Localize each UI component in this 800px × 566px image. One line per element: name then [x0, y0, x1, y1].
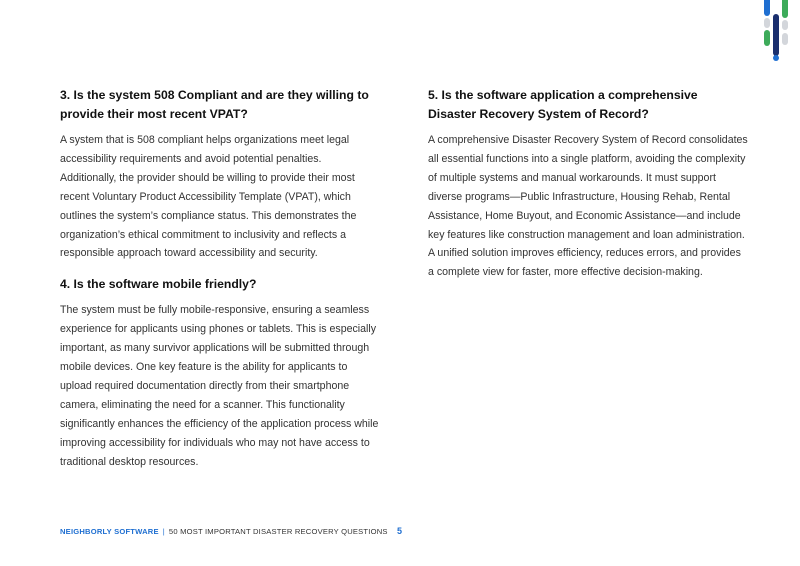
- question-4-section: [60, 275, 380, 471]
- question-5-body: A comprehensive Disaster Recovery System of Record consolidates all essential functions into a single platform, avoiding the complexity of multiple systems and manual workarounds. It must support diverse programs—Public Infrastructure, Housing Rehab, Rental Assistance, Home Buyout, and Economic Assistance—and include key features like construction management and loan administration. A unified solution improves efficiency, reduces errors, and provides a complete view for faster, more effective decision-making.: [428, 134, 748, 279]
- question-5-heading: 5. Is the software application a comprehensive Disaster Recovery System of Record?: [428, 88, 698, 121]
- page-footer: [60, 527, 388, 536]
- question-3-heading: 3. Is the system 508 Compliant and are they willing to provide their most recent VPAT?: [60, 88, 369, 121]
- question-3-section: [60, 86, 380, 263]
- question-5-section: [428, 86, 748, 282]
- footer-doc-title: 50 MOST IMPORTANT DISASTER RECOVERY QUESTIONS: [168, 527, 388, 536]
- footer-brand: NEIGHBORLY SOFTWARE: [60, 527, 159, 536]
- right-column: [428, 86, 748, 294]
- question-4-heading: 4. Is the software mobile friendly?: [60, 277, 257, 292]
- neighborly-logo-icon: [758, 0, 800, 69]
- question-3-body: A system that is 508 compliant helps organizations meet legal accessibility requirements and avoid potential penalties. Additionally, the provider should be willing to provide their most recent Voluntary Product Accessibility Template (VPAT), which outlines the system’s compliance status. This demonstrates the organization’s ethical commitment to inclusivity and reflects a responsible approach toward accessibility and security.: [60, 134, 357, 260]
- question-4-body: The system must be fully mobile-responsive, ensuring a seamless experience for applicants using phones or tablets. This is especially important, as many survivor applications will be submitted through mobile devices. One key feature is the ability for applicants to upload required documentation directly from their smartphone camera, eliminating the need for a scanner. This functionality significantly enhances the efficiency of the application process while improving accessibility for individuals who may not have access to traditional desktop resources.: [60, 304, 379, 468]
- footer-separator: |: [162, 527, 165, 536]
- page-number: 5: [397, 526, 403, 536]
- left-column: [60, 86, 380, 484]
